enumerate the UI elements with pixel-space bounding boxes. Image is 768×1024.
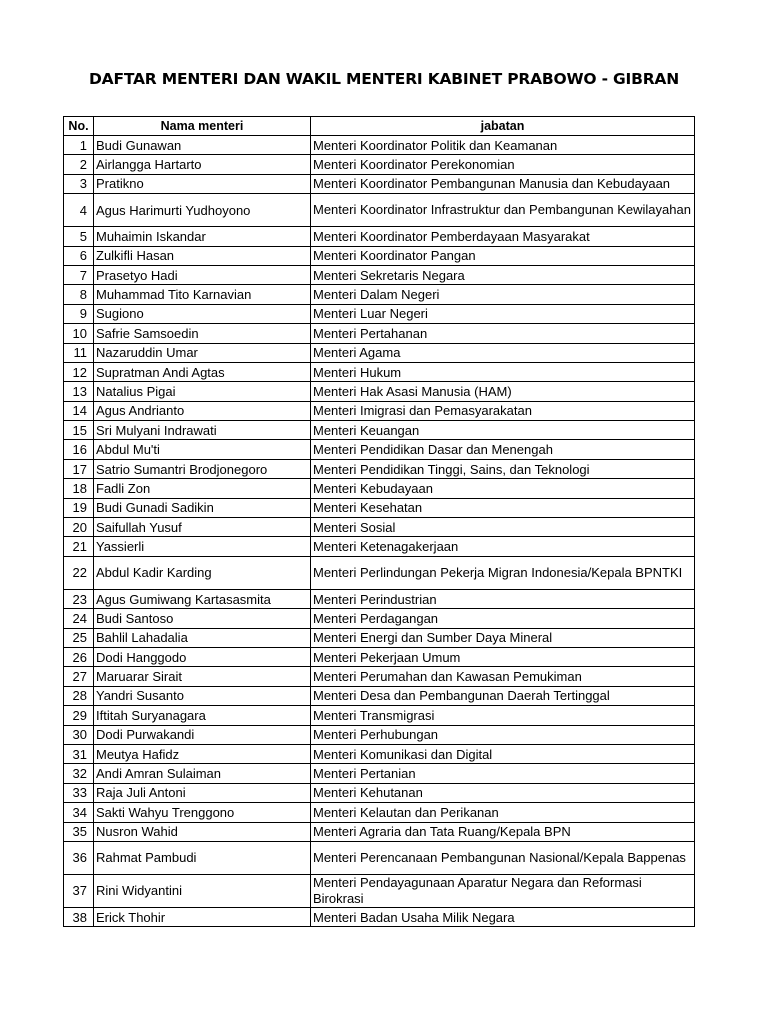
table-row [64, 479, 695, 498]
minister-name: Sri Mulyani Indrawati [94, 421, 311, 440]
minister-name: Abdul Mu'ti [94, 440, 311, 459]
row-number: 29 [64, 706, 94, 725]
minister-name: Nusron Wahid [94, 822, 311, 841]
minister-position: Menteri Koordinator Politik dan Keamanan [311, 136, 695, 155]
table-row [64, 174, 695, 193]
minister-position: Menteri Koordinator Pemberdayaan Masyarakat [311, 227, 695, 246]
minister-name: Budi Gunadi Sadikin [94, 498, 311, 517]
header-no: No. [64, 117, 94, 136]
table-body [64, 136, 695, 927]
row-number: 3 [64, 174, 94, 193]
row-number: 36 [64, 841, 94, 874]
table-row [64, 556, 695, 589]
minister-name: Dodi Purwakandi [94, 725, 311, 744]
row-number: 1 [64, 136, 94, 155]
table-row [64, 628, 695, 647]
table-row [64, 421, 695, 440]
minister-position: Menteri Kehutanan [311, 783, 695, 802]
minister-name: Bahlil Lahadalia [94, 628, 311, 647]
minister-position: Menteri Luar Negeri [311, 304, 695, 323]
row-number: 19 [64, 498, 94, 517]
minister-name: Agus Gumiwang Kartasasmita [94, 589, 311, 608]
minister-position: Menteri Koordinator Pembangunan Manusia dan Kebudayaan [311, 174, 695, 193]
row-number: 6 [64, 246, 94, 265]
row-number: 17 [64, 459, 94, 478]
row-number: 33 [64, 783, 94, 802]
minister-position: Menteri Ketenagakerjaan [311, 537, 695, 556]
minister-position: Menteri Energi dan Sumber Daya Mineral [311, 628, 695, 647]
minister-name: Andi Amran Sulaiman [94, 764, 311, 783]
table-row [64, 822, 695, 841]
row-number: 25 [64, 628, 94, 647]
row-number: 14 [64, 401, 94, 420]
minister-name: Sakti Wahyu Trenggono [94, 803, 311, 822]
minister-name: Safrie Samsoedin [94, 324, 311, 343]
table-row [64, 725, 695, 744]
minister-position: Menteri Kebudayaan [311, 479, 695, 498]
row-number: 26 [64, 647, 94, 666]
table-row [64, 647, 695, 666]
row-number: 38 [64, 907, 94, 926]
minister-name: Iftitah Suryanagara [94, 706, 311, 725]
minister-position: Menteri Pendidikan Tinggi, Sains, dan Teknologi [311, 459, 695, 478]
table-row [64, 537, 695, 556]
minister-name: Yassierli [94, 537, 311, 556]
minister-name: Yandri Susanto [94, 686, 311, 705]
minister-position: Menteri Hukum [311, 362, 695, 381]
table-row [64, 362, 695, 381]
minister-name: Airlangga Hartarto [94, 155, 311, 174]
table-row [64, 401, 695, 420]
table-row [64, 227, 695, 246]
row-number: 20 [64, 518, 94, 537]
table-row [64, 246, 695, 265]
table-row [64, 764, 695, 783]
table-row [64, 518, 695, 537]
row-number: 37 [64, 874, 94, 907]
minister-name: Satrio Sumantri Brodjonegoro [94, 459, 311, 478]
row-number: 24 [64, 609, 94, 628]
table-row [64, 841, 695, 874]
minister-position: Menteri Agama [311, 343, 695, 362]
minister-name: Pratikno [94, 174, 311, 193]
minister-position: Menteri Kelautan dan Perikanan [311, 803, 695, 822]
table-row [64, 907, 695, 926]
minister-name: Sugiono [94, 304, 311, 323]
minister-position: Menteri Pertahanan [311, 324, 695, 343]
minister-name: Budi Gunawan [94, 136, 311, 155]
table-row [64, 382, 695, 401]
table-row [64, 706, 695, 725]
minister-name: Agus Andrianto [94, 401, 311, 420]
row-number: 10 [64, 324, 94, 343]
row-number: 16 [64, 440, 94, 459]
table-row [64, 498, 695, 517]
row-number: 11 [64, 343, 94, 362]
table-row [64, 686, 695, 705]
row-number: 28 [64, 686, 94, 705]
table-row [64, 667, 695, 686]
minister-position: Menteri Pendidikan Dasar dan Menengah [311, 440, 695, 459]
table-row [64, 265, 695, 284]
table-row [64, 304, 695, 323]
minister-name: Zulkifli Hasan [94, 246, 311, 265]
row-number: 4 [64, 194, 94, 227]
row-number: 35 [64, 822, 94, 841]
table-row [64, 194, 695, 227]
minister-position: Menteri Sosial [311, 518, 695, 537]
minister-position: Menteri Sekretaris Negara [311, 265, 695, 284]
table-row [64, 803, 695, 822]
minister-position: Menteri Dalam Negeri [311, 285, 695, 304]
row-number: 9 [64, 304, 94, 323]
ministers-table [63, 116, 695, 927]
row-number: 2 [64, 155, 94, 174]
table-row [64, 324, 695, 343]
minister-position: Menteri Koordinator Infrastruktur dan Pembangunan Kewilayahan [311, 194, 695, 227]
minister-name: Raja Juli Antoni [94, 783, 311, 802]
minister-position: Menteri Badan Usaha Milik Negara [311, 907, 695, 926]
minister-name: Meutya Hafidz [94, 744, 311, 763]
minister-name: Rini Widyantini [94, 874, 311, 907]
table-row [64, 136, 695, 155]
minister-name: Maruarar Sirait [94, 667, 311, 686]
minister-position: Menteri Imigrasi dan Pemasyarakatan [311, 401, 695, 420]
minister-position: Menteri Koordinator Pangan [311, 246, 695, 265]
table-row [64, 874, 695, 907]
header-name: Nama menteri [94, 117, 311, 136]
minister-name: Dodi Hanggodo [94, 647, 311, 666]
table-header-row [64, 117, 695, 136]
minister-position: Menteri Pendayagunaan Aparatur Negara dan Reformasi Birokrasi [311, 874, 695, 907]
row-number: 18 [64, 479, 94, 498]
minister-position: Menteri Komunikasi dan Digital [311, 744, 695, 763]
minister-position: Menteri Perdagangan [311, 609, 695, 628]
row-number: 23 [64, 589, 94, 608]
document-title: DAFTAR MENTERI DAN WAKIL MENTERI KABINET PRABOWO - GIBRAN [88, 70, 680, 88]
minister-position: Menteri Perumahan dan Kawasan Pemukiman [311, 667, 695, 686]
table-row [64, 589, 695, 608]
minister-position: Menteri Pekerjaan Umum [311, 647, 695, 666]
table-row [64, 440, 695, 459]
table-row [64, 155, 695, 174]
minister-name: Muhammad Tito Karnavian [94, 285, 311, 304]
minister-position: Menteri Koordinator Perekonomian [311, 155, 695, 174]
minister-name: Rahmat Pambudi [94, 841, 311, 874]
minister-position: Menteri Pertanian [311, 764, 695, 783]
minister-name: Erick Thohir [94, 907, 311, 926]
row-number: 15 [64, 421, 94, 440]
row-number: 13 [64, 382, 94, 401]
table-row [64, 285, 695, 304]
minister-name: Natalius Pigai [94, 382, 311, 401]
minister-name: Budi Santoso [94, 609, 311, 628]
minister-position: Menteri Transmigrasi [311, 706, 695, 725]
minister-position: Menteri Desa dan Pembangunan Daerah Tertinggal [311, 686, 695, 705]
table-row [64, 744, 695, 763]
minister-position: Menteri Agraria dan Tata Ruang/Kepala BPN [311, 822, 695, 841]
minister-position: Menteri Perhubungan [311, 725, 695, 744]
minister-position: Menteri Perindustrian [311, 589, 695, 608]
row-number: 30 [64, 725, 94, 744]
minister-name: Abdul Kadir Karding [94, 556, 311, 589]
row-number: 31 [64, 744, 94, 763]
row-number: 8 [64, 285, 94, 304]
row-number: 34 [64, 803, 94, 822]
minister-position: Menteri Perlindungan Pekerja Migran Indonesia/Kepala BPNTKI [311, 556, 695, 589]
minister-name: Fadli Zon [94, 479, 311, 498]
row-number: 12 [64, 362, 94, 381]
minister-name: Nazaruddin Umar [94, 343, 311, 362]
minister-position: Menteri Kesehatan [311, 498, 695, 517]
row-number: 27 [64, 667, 94, 686]
table-row [64, 609, 695, 628]
table-row [64, 783, 695, 802]
minister-name: Supratman Andi Agtas [94, 362, 311, 381]
row-number: 5 [64, 227, 94, 246]
minister-name: Agus Harimurti Yudhoyono [94, 194, 311, 227]
minister-name: Muhaimin Iskandar [94, 227, 311, 246]
minister-position: Menteri Keuangan [311, 421, 695, 440]
minister-name: Saifullah Yusuf [94, 518, 311, 537]
row-number: 7 [64, 265, 94, 284]
row-number: 32 [64, 764, 94, 783]
minister-position: Menteri Perencanaan Pembangunan Nasional/Kepala Bappenas [311, 841, 695, 874]
table-row [64, 459, 695, 478]
header-position: jabatan [311, 117, 695, 136]
row-number: 21 [64, 537, 94, 556]
row-number: 22 [64, 556, 94, 589]
minister-position: Menteri Hak Asasi Manusia (HAM) [311, 382, 695, 401]
minister-name: Prasetyo Hadi [94, 265, 311, 284]
table-row [64, 343, 695, 362]
